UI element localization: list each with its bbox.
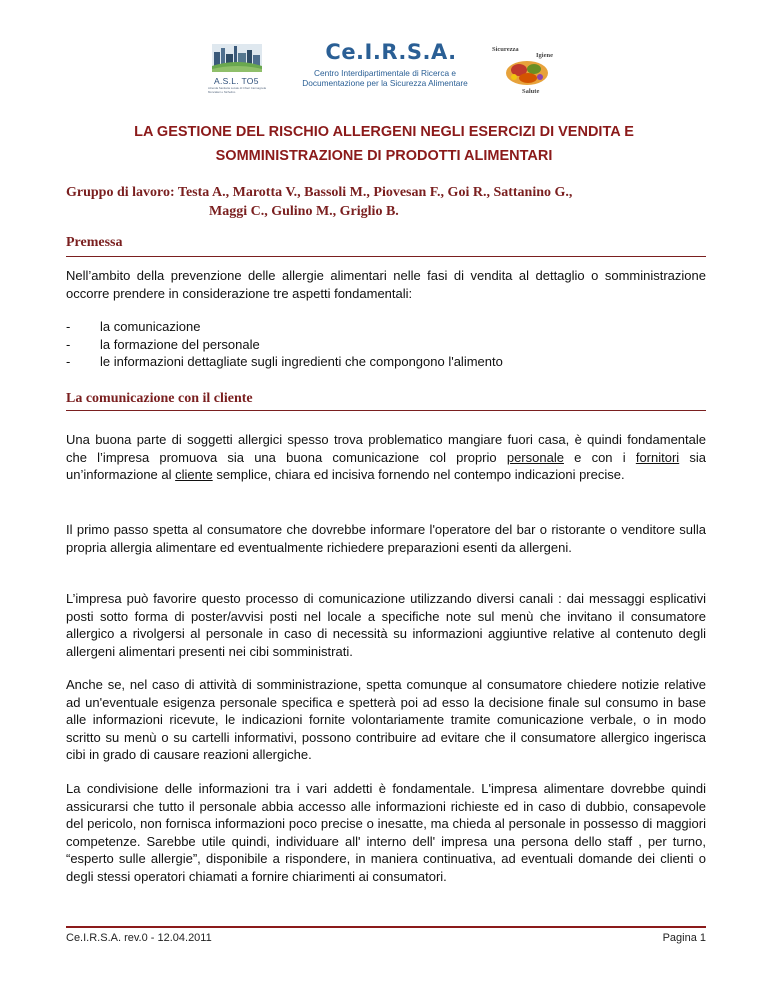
link-personale[interactable]: personale <box>506 449 564 465</box>
footer-divider <box>66 926 706 928</box>
section-heading-comunicazione: La comunicazione con il cliente <box>66 391 253 406</box>
list-item <box>66 353 706 371</box>
comunicazione-paragraph-2: Il primo passo spetta al consumatore che dovrebbe informare l'operatore del bar o ristorante o venditore sulla propria allergia alimentare ed eventualmente richiedere preparazioni esenti da allergeni. <box>66 522 706 555</box>
cirsa-subtitle-2: Documentazione per la Sicurezza Alimentare <box>302 78 468 88</box>
working-group-line-2: Maggi C., Gulino M., Griglio B. <box>209 204 399 219</box>
cirsa-title: Ce.I.R.S.A. <box>325 40 457 64</box>
bullet-dash: - <box>66 336 71 352</box>
working-group <box>66 183 706 221</box>
asl-skyline-icon <box>212 44 262 72</box>
logo-word-sicurezza: Sicurezza <box>492 46 519 53</box>
premessa-bullet-list <box>66 318 706 371</box>
heading-divider <box>66 256 706 257</box>
cirsa-subtitle-1: Centro Interdipartimentale di Ricerca e <box>313 68 457 78</box>
list-item <box>66 318 706 336</box>
link-cliente[interactable]: cliente <box>175 467 213 483</box>
document-title-line-1: LA GESTIONE DEL RISCHIO ALLERGENI NEGLI ESERCIZI DI VENDITA E <box>134 124 634 140</box>
food-safety-logo <box>492 46 570 96</box>
food-safety-emblem-icon <box>504 56 550 88</box>
logo-word-igiene: Igiene <box>536 52 553 59</box>
asl-logo <box>206 40 268 102</box>
document-title-line-2: SOMMINISTRAZIONE DI PRODOTTI ALIMENTARI <box>215 148 553 164</box>
bullet-dash: - <box>66 354 71 369</box>
heading-divider <box>66 410 706 411</box>
comunicazione-paragraph-3: L’impresa può favorire questo processo di comunicazione utilizzando diversi canali : dai messaggi esplicativi posti sotto forma di poster/avvisi posti nel locale a specifiche note sul menù che invitano il consumatore allergico a rivolgersi al personale in caso di necessità su informazioni aggiuntive relative al contenuto degli allergeni alimentari presenti nei cibi somministrati. <box>66 591 706 659</box>
section-heading-premessa: Premessa <box>66 235 123 250</box>
asl-subtitle: Azienda Sanitaria Locale di Chieri Carmagnola Moncalieri e Nichelino <box>208 86 266 94</box>
list-item-text: la formazione del personale <box>100 336 260 352</box>
comunicazione-paragraph-5: La condivisione delle informazioni tra i vari addetti è fondamentale. L'impresa alimentare dovrebbe quindi assicurarsi che tutto il personale abbia accesso alle informazioni richieste ed in caso di dubbio, consapevole del pericolo, non fornisca informazioni poco precise o inesatte, ma chieda al personale in possesso di maggiori competenze. Sarebbe utile quindi, individuare all' interno dell' impresa una persona dello staff , per turno, “esperto sulle allergie”, disponibile a rispondere, in maniera continuativa, ad eventuali domande dei clienti o degli stessi operatori chiamati a fornire chiarimenti ai consumatori. <box>66 781 706 884</box>
list-item-text: la comunicazione <box>100 319 201 334</box>
list-item <box>66 336 706 354</box>
footer-revision: Ce.I.R.S.A. rev.0 - 12.04.2011 <box>66 932 212 944</box>
asl-name: A.S.L. TO5 <box>214 76 259 86</box>
link-fornitori[interactable]: fornitori <box>635 449 680 465</box>
logo-word-salute: Salute <box>522 88 540 95</box>
comunicazione-paragraph-1: Una buona parte di soggetti allergici spesso trova problematico mangiare fuori casa, è quindi fondamentale che l’impresa promuova sia una buona comunicazione col proprio personale e con i fornitori sia un’informazione al cliente semplice, chiara ed incisiva fornendo nel contempo indicazioni precise. <box>66 432 707 483</box>
footer-page-number: Pagina 1 <box>662 932 706 944</box>
list-item-text: le informazioni dettagliate sugli ingredienti che compongono l'alimento <box>100 354 503 369</box>
premessa-paragraph: Nell’ambito della prevenzione delle allergie alimentari nelle fasi di vendita al dettaglio o somministrazione occorre prendere in considerazione tre aspetti fondamentali: <box>66 268 706 301</box>
working-group-line-1: Gruppo di lavoro: Testa A., Marotta V., Bassoli M., Piovesan F., Goi R., Sattanino G., <box>66 185 573 200</box>
comunicazione-paragraph-4: Anche se, nel caso di attività di somministrazione, spetta comunque al consumatore chiedere notizie relative ad un'eventuale esigenza personale specifica e spetterà poi ad esso la decisione finale sul consumo in base alle informazioni ricevute, le indicazioni fornite volontariamente tramite comunicazione verbale, o in modo scritto su menù o su cartelli informativi, possono contribuire ad evitare che il consumatore allergico ingerisca cibi in grado di causare reazioni allergiche. <box>66 677 706 763</box>
bullet-dash: - <box>66 319 71 334</box>
